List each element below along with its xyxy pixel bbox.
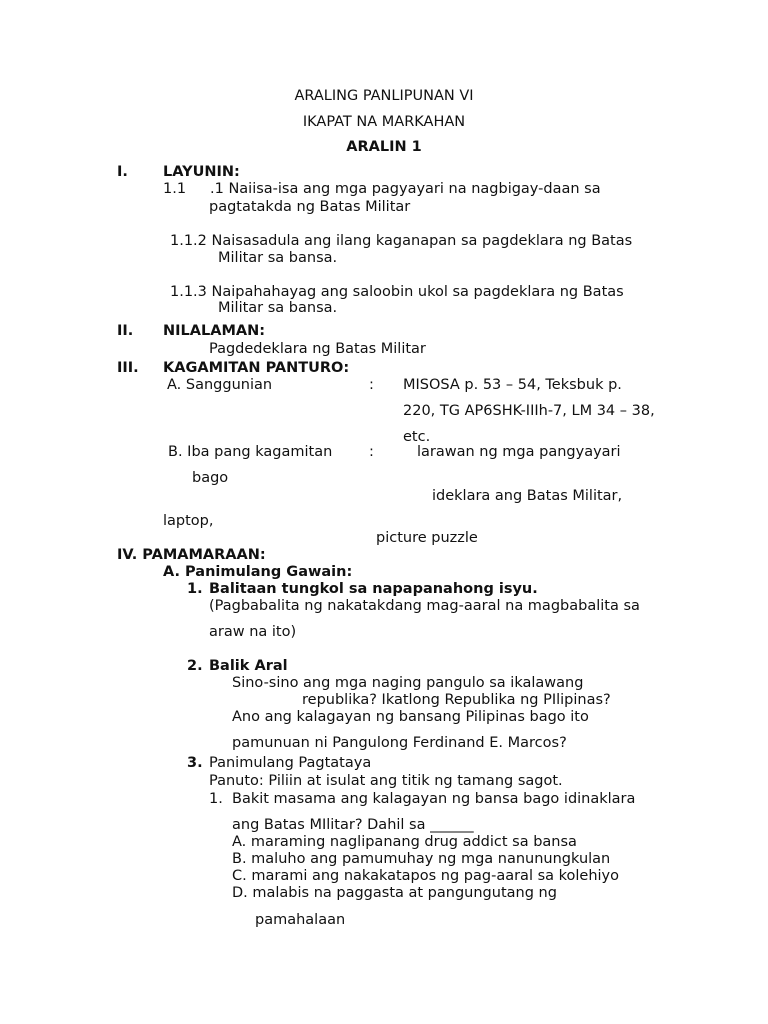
sanggunian-label: A. Sanggunian xyxy=(167,377,273,393)
step-2-line-3: Ano ang kalagayan ng bansang Pilipinas bago ito xyxy=(232,709,589,725)
question-1-number: 1. xyxy=(209,791,223,807)
kagamitan-line-5: picture puzzle xyxy=(376,530,478,546)
quarter-title: IKAPAT NA MARKAHAN xyxy=(302,114,466,130)
section-number-3: III. xyxy=(117,360,139,376)
objective-3-line-2: Militar sa bansa. xyxy=(218,300,338,316)
iba-pang-kagamitan-label: B. Iba pang kagamitan xyxy=(168,444,333,460)
step-1-line-2: araw na ito) xyxy=(209,624,297,640)
step-1-line-1: (Pagbabalita ng nakatakdang mag-aaral na magbabalita sa xyxy=(209,598,640,614)
objective-2-line-2: Militar sa bansa. xyxy=(218,250,338,266)
kagamitan-line-3: ideklara ang Batas Militar, xyxy=(432,488,623,504)
layunin-heading: LAYUNIN: xyxy=(163,164,240,180)
kagamitan-line-2: bago xyxy=(192,470,229,486)
step-2-line-4: pamunuan ni Pangulong Ferdinand E. Marcos? xyxy=(232,735,567,751)
nilalaman-content: Pagdedeklara ng Batas Militar xyxy=(209,341,426,357)
step-2-line-1: Sino-sino ang mga naging pangulo sa ikalawang xyxy=(232,675,584,691)
iba-pang-kagamitan-colon: : xyxy=(369,444,374,460)
option-d-line-2: pamahalaan xyxy=(255,912,346,928)
question-1-line-1: Bakit masama ang kalagayan ng bansa bago idinaklara xyxy=(232,791,636,807)
kagamitan-line-4: laptop, xyxy=(163,513,214,529)
step-2-line-2: republika? Ikatlong Republika ng PIlipinas? xyxy=(302,692,611,708)
option-c: C. marami ang nakakatapos ng pag-aaral sa kolehiyo xyxy=(232,868,619,884)
step-1-number: 1. xyxy=(187,581,203,597)
step-3-title: Panimulang Pagtataya xyxy=(209,755,372,771)
subject-title: ARALING PANLIPUNAN VI xyxy=(294,88,474,104)
objective-2-line-1: 1.1.2 Naisasadula ang ilang kaganapan sa pagdeklara ng Batas xyxy=(170,233,633,249)
panimulang-gawain-heading: A. Panimulang Gawain: xyxy=(163,564,353,580)
step-2-title: Balik Aral xyxy=(209,658,288,674)
step-3-number: 3. xyxy=(187,755,203,771)
sanggunian-colon: : xyxy=(369,377,374,393)
option-a: A. maraming naglipanang drug addict sa bansa xyxy=(232,834,577,850)
step-1-title: Balitaan tungkol sa napapanahong isyu. xyxy=(209,581,538,597)
pamamaraan-heading: IV. PAMAMARAAN: xyxy=(117,547,266,563)
step-3-instructions: Panuto: Piliin at isulat ang titik ng tamang sagot. xyxy=(209,773,563,789)
objective-1-line-1: .1 Naiisa-isa ang mga pagyayari na nagbigay-daan sa xyxy=(210,181,601,197)
objective-1-line-2: pagtatakda ng Batas Militar xyxy=(209,199,411,215)
step-2-number: 2. xyxy=(187,658,203,674)
option-b: B. maluho ang pamumuhay ng mga nanunungkulan xyxy=(232,851,611,867)
section-number-2: II. xyxy=(117,323,134,339)
section-number-1: I. xyxy=(117,164,128,180)
sanggunian-line-1: MISOSA p. 53 – 54, Teksbuk p. xyxy=(403,377,622,393)
question-1-line-2: ang Batas MIlitar? Dahil sa ______ xyxy=(232,817,474,833)
sanggunian-line-2: 220, TG AP6SHK-IIIh-7, LM 34 – 38, xyxy=(403,403,655,419)
sanggunian-line-3: etc. xyxy=(403,429,431,445)
kagamitan-line-1: larawan ng mga pangyayari xyxy=(417,444,621,460)
objective-3-line-1: 1.1.3 Naipahahayag ang saloobin ukol sa pagdeklara ng Batas xyxy=(170,284,624,300)
objective-1-number: 1.1 xyxy=(163,181,187,197)
nilalaman-heading: NILALAMAN: xyxy=(163,323,266,339)
lesson-title: ARALIN 1 xyxy=(346,139,422,155)
kagamitan-heading: KAGAMITAN PANTURO: xyxy=(163,360,350,376)
option-d: D. malabis na paggasta at pangungutang ng xyxy=(232,885,557,901)
